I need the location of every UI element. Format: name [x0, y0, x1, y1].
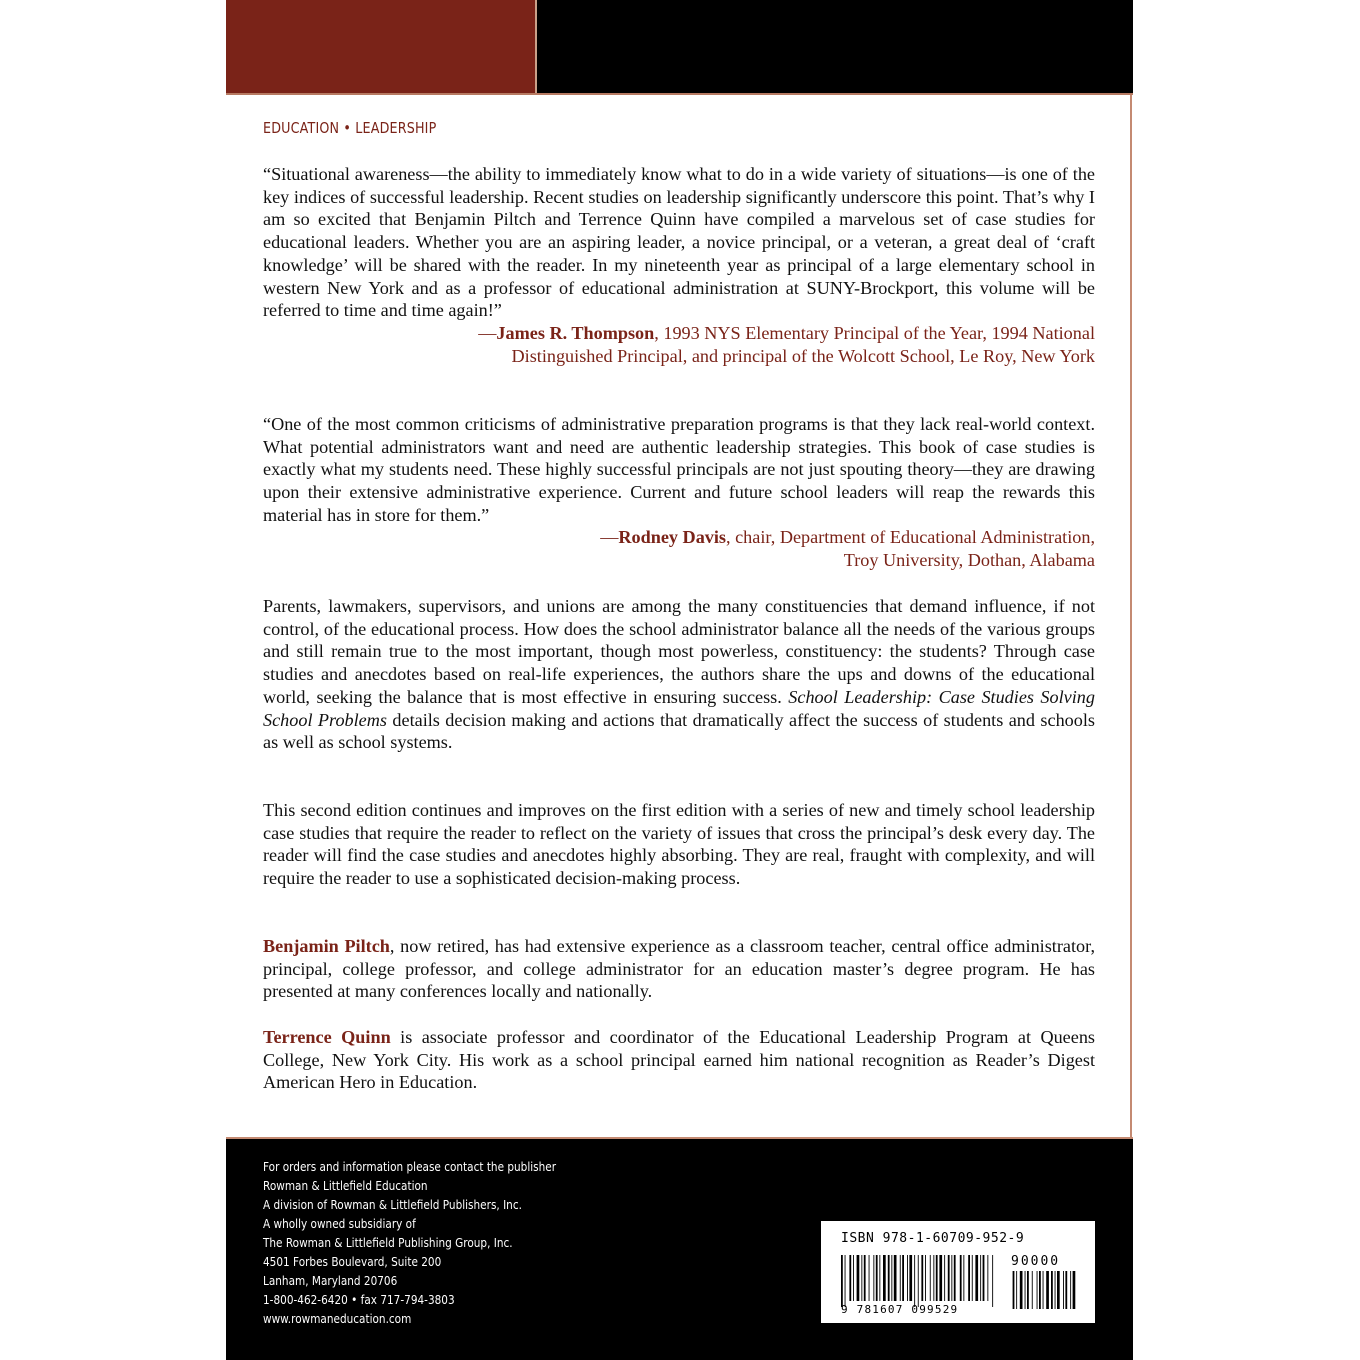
barcode-bar — [975, 1255, 978, 1301]
barcode-addon-bar — [1065, 1271, 1067, 1309]
barcode-bar — [864, 1255, 866, 1301]
barcode-bar — [987, 1255, 988, 1301]
barcode-bar — [963, 1255, 964, 1301]
quote-1-text: “Situational awareness—the ability to immediately know what to do in a wide variety of situations—is one of the key indices of successful leadership. Recent studies on leadership significantly underscore this point. That’s why I am so excited that Benjamin Piltch and Terrence Quinn have compiled a marvelous set of case studies for educational leaders. Whether you are an aspiring leader, a novice principal, or a veteran, a great deal of ‘craft knowledge’ will be shared with the reader. In my nineteenth year as principal of a large elementary school in western New York and as a professor of educational administration at SUNY-Brockport, this volume will be referred to time and time again!” — [263, 164, 1095, 321]
barcode-bar — [980, 1255, 981, 1301]
publisher-line: Lanham, Maryland 20706 — [263, 1274, 398, 1289]
barcode-addon-bar — [1025, 1271, 1026, 1309]
barcode-bar — [891, 1255, 892, 1301]
barcode-box — [821, 1221, 1095, 1323]
quote-1-author: James R. Thompson — [496, 322, 655, 343]
barcode-bar — [857, 1255, 860, 1301]
barcode-bar — [933, 1255, 934, 1301]
publisher-line: For orders and information please contact the publisher — [263, 1160, 557, 1175]
barcode-bar — [907, 1255, 908, 1301]
author-2-name: Terrence Quinn — [263, 1027, 391, 1047]
description-paragraph-2: This second edition continues and improves on the first edition with a series of new and timely school leadership case studies that require the reader to reflect on the variety of issues that cross the principal’s desk every day. The reader will find the case studies and anecdotes highly absorbing. They are real, fraught with complexity, and will require the reader to use a sophisticated decision-making process. — [263, 800, 1095, 889]
barcode-addon-bar — [1016, 1271, 1017, 1309]
barcode-bar — [930, 1255, 931, 1301]
barcode-bar — [914, 1255, 915, 1307]
barcode-bar — [968, 1255, 970, 1301]
quote-2-credentials-line-1: , chair, Department of Educational Administration, — [726, 527, 1095, 547]
quote-1-credentials-line-1: , 1993 NYS Elementary Principal of the Year, 1994 National — [654, 322, 1095, 343]
barcode-addon-bar — [1039, 1271, 1041, 1309]
barcode-addon-bar — [1070, 1271, 1071, 1309]
barcode-bar — [853, 1255, 854, 1301]
barcode-bar — [888, 1255, 890, 1301]
barcode-bar — [960, 1255, 962, 1301]
barcode-addon-bar — [1013, 1271, 1015, 1309]
publisher-phone: 1-800-462-6420 • fax 717-794-3803 — [263, 1293, 455, 1308]
endorsement-quote-2 — [263, 413, 1095, 527]
barcode-bar — [921, 1255, 923, 1301]
barcode-bar — [876, 1255, 878, 1301]
author-1-paragraph — [263, 935, 1095, 1003]
publisher-line: Rowman & Littlefield Education — [263, 1179, 428, 1194]
barcode-addon-bar — [1073, 1271, 1076, 1309]
barcode-bar — [883, 1255, 886, 1301]
author-2-paragraph — [263, 1026, 1095, 1094]
barcode-bar — [954, 1255, 956, 1301]
barcode-bar — [845, 1255, 846, 1307]
barcode-bar — [849, 1255, 851, 1301]
barcode-bar — [992, 1255, 993, 1307]
publisher-line: A wholly owned subsidiary of — [263, 1217, 416, 1232]
barcode-bar — [972, 1255, 973, 1301]
barcode-bar — [918, 1255, 919, 1307]
barcode-addon-bar — [1027, 1271, 1029, 1309]
back-cover — [226, 0, 1133, 1360]
barcode-bar — [909, 1255, 912, 1301]
barcode-addon-bar — [1037, 1271, 1038, 1309]
top-color-band-black — [537, 0, 1133, 93]
quote-2-dash: — — [600, 527, 619, 547]
book-description-1 — [263, 595, 1095, 754]
author-bio-1 — [263, 935, 1095, 1003]
barcode-bar — [841, 1255, 843, 1307]
barcode-addon-bar — [1063, 1271, 1064, 1309]
description-1-text-a: Parents, lawmakers, supervisors, and unions are among the many constituencies that demand influence, if not control, of the educational process. How does the school administrator balance all the needs of the various groups and still remain true to the most important, though most powerless, constituency: the students? Through case studies and anecdotes based on real-life experiences, the authors share the ups and downs of the educational world, seeking the balance that is most effective in ensuring success. — [263, 596, 1095, 707]
author-bio-2 — [263, 1026, 1095, 1094]
quote-1-attribution — [263, 322, 1095, 367]
publisher-line: 4501 Forbes Boulevard, Suite 200 — [263, 1255, 442, 1270]
author-2-bio: is associate professor and coordinator of the Educational Leadership Program at Queens College, New York City. His work as a school principal earned him national recognition as Reader’s Digest American Hero in Education. — [263, 1027, 1095, 1093]
barcode-bar — [936, 1255, 938, 1301]
barcode-addon-bar — [1032, 1271, 1033, 1309]
barcode-addon-bar — [1055, 1271, 1056, 1309]
barcode-bar — [983, 1255, 985, 1301]
right-edge-rule — [1130, 95, 1132, 1137]
barcode-bar — [900, 1255, 901, 1301]
barcode-bar — [951, 1255, 952, 1301]
barcode-bar — [902, 1255, 904, 1301]
barcode-addon-bar — [1020, 1271, 1023, 1309]
book-description-2 — [263, 799, 1095, 890]
description-1-text-b: details decision making and actions that dramatically affect the success of students and schools as well as school systems. — [263, 709, 1095, 753]
author-1-name: Benjamin Piltch — [263, 936, 390, 956]
barcode-bar — [869, 1255, 870, 1301]
barcode-addon-bar — [1046, 1271, 1049, 1309]
barcode-bar — [873, 1255, 874, 1301]
quote-1-credentials-line-2: Distinguished Principal, and principal of the Wolcott School, Le Roy, New York — [511, 345, 1095, 366]
barcode-addon-digits: 90000 — [1011, 1254, 1061, 1269]
barcode-bar — [879, 1255, 880, 1301]
barcode-bar — [925, 1255, 926, 1301]
barcode-bar — [939, 1255, 942, 1301]
endorsement-quote-1 — [263, 163, 1095, 367]
isbn-label: ISBN 978-1-60709-952-9 — [841, 1231, 1025, 1246]
barcode-digits: 9 781607 099529 — [841, 1303, 959, 1316]
publisher-website: www.rowmaneducation.com — [263, 1312, 412, 1327]
barcode-bar — [861, 1255, 862, 1301]
barcode-addon-bar — [1043, 1271, 1044, 1309]
publisher-info — [263, 1158, 607, 1329]
book-title: School Leadership: Case Studies Solving School Problems — [263, 686, 1095, 730]
quote-1-dash: — — [478, 322, 497, 343]
top-divider-rule — [226, 93, 1133, 95]
barcode-addon-bar — [1051, 1271, 1053, 1309]
description-paragraph-1 — [263, 595, 1095, 754]
category-label: EDUCATION • LEADERSHIP — [263, 119, 437, 137]
quote-2-text: “One of the most common criticisms of administrative preparation programs is that they lack real-world context. What potential administrators want and need are authentic leadership strategies. This book of case studies is exactly what my students need. These highly successful principals are not just spouting theory—they are drawing upon their extensive administrative experience. Current and future school leaders will reap the rewards this material has in store for them.” — [263, 414, 1095, 525]
barcode-addon-bar — [1057, 1271, 1060, 1309]
quote-2-credentials-line-2: Troy University, Dothan, Alabama — [843, 549, 1095, 570]
barcode-bar — [894, 1255, 897, 1301]
barcode-bar — [948, 1255, 950, 1301]
barcode-bar — [944, 1255, 945, 1301]
author-1-bio: , now retired, has had extensive experience as a classroom teacher, central office administrator, principal, college professor, and college administrator for an education master’s degree program. He has presented at many conferences locally and nationally. — [263, 936, 1096, 1002]
quote-2-author: Rodney Davis — [618, 527, 727, 547]
publisher-line: A division of Rowman & Littlefield Publishers, Inc. — [263, 1198, 522, 1213]
quote-2-attribution — [263, 526, 1095, 571]
publisher-line: The Rowman & Littlefield Publishing Group, Inc. — [263, 1236, 513, 1251]
top-color-band-red — [226, 0, 535, 93]
